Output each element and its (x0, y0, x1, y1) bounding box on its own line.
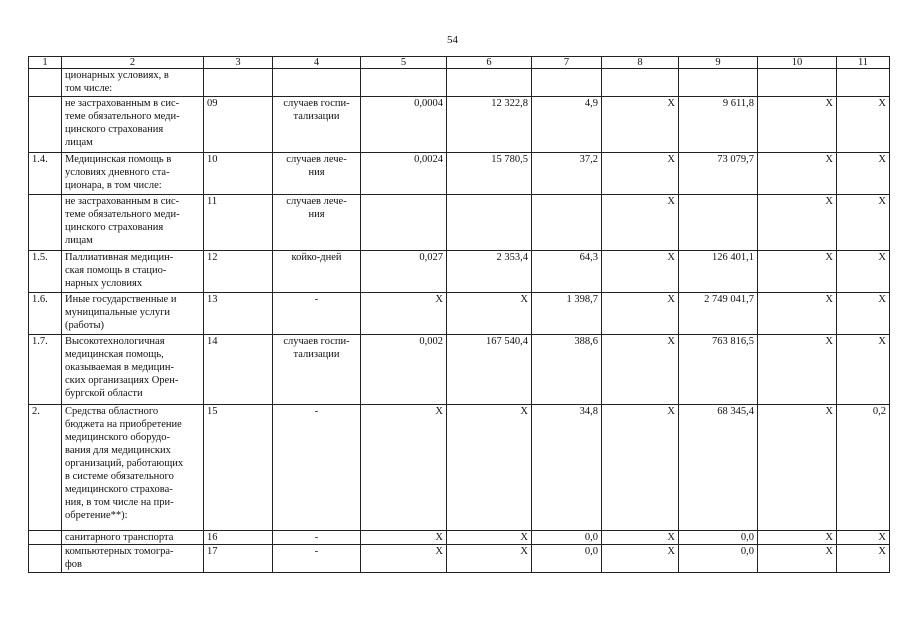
cell-col5: Х (361, 545, 447, 573)
row-number: 1.5. (29, 251, 62, 293)
cell-col6: 15 780,5 (447, 153, 532, 195)
data-table (28, 56, 890, 573)
cell-col11: Х (837, 195, 890, 251)
row-code (204, 69, 273, 97)
column-header: 1 (29, 57, 62, 69)
cell-col9: 763 816,5 (679, 335, 758, 405)
cell-col10: Х (758, 335, 837, 405)
cell-col10: Х (758, 251, 837, 293)
row-name: Высокотехнологичная медицинская помощь, оказываемая в медицин- ских организациях Орен- бургской области (62, 335, 204, 405)
cell-col5: 0,002 (361, 335, 447, 405)
cell-col11: Х (837, 545, 890, 573)
cell-col5: Х (361, 531, 447, 545)
page-number: 54 (447, 34, 458, 46)
cell-col10: Х (758, 293, 837, 335)
cell-col7: 388,6 (532, 335, 602, 405)
cell-col8: Х (602, 293, 679, 335)
row-number (29, 97, 62, 153)
row-number (29, 195, 62, 251)
cell-col8: Х (602, 531, 679, 545)
row-name: компьютерных томогра- фов (62, 545, 204, 573)
row-code: 17 (204, 545, 273, 573)
cell-col6: 2 353,4 (447, 251, 532, 293)
cell-col6: Х (447, 293, 532, 335)
table-row (29, 69, 890, 97)
column-header: 4 (273, 57, 361, 69)
row-unit: случаев госпи- тализации (273, 97, 361, 153)
table-body (29, 69, 890, 573)
cell-col6: Х (447, 405, 532, 531)
cell-col10: Х (758, 405, 837, 531)
row-unit: - (273, 545, 361, 573)
column-header: 5 (361, 57, 447, 69)
row-code: 15 (204, 405, 273, 531)
column-header: 9 (679, 57, 758, 69)
cell-col8 (602, 69, 679, 97)
row-name: Паллиативная медицин- ская помощь в стацио- нарных условиях (62, 251, 204, 293)
row-unit: - (273, 293, 361, 335)
row-code: 14 (204, 335, 273, 405)
cell-col11: Х (837, 251, 890, 293)
cell-col11: Х (837, 293, 890, 335)
row-number (29, 69, 62, 97)
cell-col11 (837, 69, 890, 97)
column-header: 2 (62, 57, 204, 69)
cell-col5: 0,027 (361, 251, 447, 293)
table-row (29, 545, 890, 573)
cell-col9: 9 611,8 (679, 97, 758, 153)
table-row (29, 97, 890, 153)
column-header: 10 (758, 57, 837, 69)
cell-col10: Х (758, 545, 837, 573)
cell-col5 (361, 195, 447, 251)
cell-col9: 68 345,4 (679, 405, 758, 531)
row-number: 1.7. (29, 335, 62, 405)
cell-col10 (758, 69, 837, 97)
cell-col7: 34,8 (532, 405, 602, 531)
cell-col11: Х (837, 335, 890, 405)
column-header: 7 (532, 57, 602, 69)
cell-col7: 1 398,7 (532, 293, 602, 335)
row-name: санитарного транспорта (62, 531, 204, 545)
row-code: 13 (204, 293, 273, 335)
cell-col7: 0,0 (532, 545, 602, 573)
cell-col6 (447, 195, 532, 251)
cell-col5: Х (361, 405, 447, 531)
column-header: 8 (602, 57, 679, 69)
row-name: ционарных условиях, в том числе: (62, 69, 204, 97)
cell-col7 (532, 69, 602, 97)
cell-col7: 37,2 (532, 153, 602, 195)
row-code: 11 (204, 195, 273, 251)
table-row (29, 195, 890, 251)
cell-col9: 73 079,7 (679, 153, 758, 195)
row-number (29, 545, 62, 573)
row-name: не застрахованным в сис- теме обязательного меди- цинского страхования лицам (62, 97, 204, 153)
cell-col9 (679, 195, 758, 251)
cell-col8: Х (602, 195, 679, 251)
row-unit: койко-дней (273, 251, 361, 293)
table-row (29, 153, 890, 195)
row-number: 1.6. (29, 293, 62, 335)
cell-col10: Х (758, 97, 837, 153)
cell-col9: 2 749 041,7 (679, 293, 758, 335)
cell-col11: Х (837, 153, 890, 195)
cell-col6: Х (447, 531, 532, 545)
cell-col6: 167 540,4 (447, 335, 532, 405)
cell-col6 (447, 69, 532, 97)
cell-col6: 12 322,8 (447, 97, 532, 153)
table-row (29, 293, 890, 335)
cell-col7: 4,9 (532, 97, 602, 153)
cell-col8: Х (602, 545, 679, 573)
row-unit: - (273, 405, 361, 531)
cell-col5: Х (361, 293, 447, 335)
cell-col5: 0,0004 (361, 97, 447, 153)
table-row (29, 405, 890, 531)
cell-col8: Х (602, 153, 679, 195)
column-header: 11 (837, 57, 890, 69)
cell-col11: Х (837, 97, 890, 153)
row-unit: случаев лече- ния (273, 153, 361, 195)
cell-col9: 0,0 (679, 545, 758, 573)
cell-col9 (679, 69, 758, 97)
row-name: не застрахованным в сис- теме обязательного меди- цинского страхования лицам (62, 195, 204, 251)
cell-col11: Х (837, 531, 890, 545)
cell-col5: 0,0024 (361, 153, 447, 195)
column-header: 3 (204, 57, 273, 69)
row-unit (273, 69, 361, 97)
row-unit: - (273, 531, 361, 545)
cell-col10: Х (758, 195, 837, 251)
table-row (29, 531, 890, 545)
cell-col7: 0,0 (532, 531, 602, 545)
table-row (29, 251, 890, 293)
row-code: 16 (204, 531, 273, 545)
cell-col7 (532, 195, 602, 251)
cell-col7: 64,3 (532, 251, 602, 293)
table-row (29, 335, 890, 405)
cell-col11: 0,2 (837, 405, 890, 531)
row-number (29, 531, 62, 545)
cell-col8: Х (602, 97, 679, 153)
cell-col8: Х (602, 405, 679, 531)
row-number: 2. (29, 405, 62, 531)
cell-col8: Х (602, 251, 679, 293)
row-unit: случаев госпи- тализации (273, 335, 361, 405)
cell-col6: Х (447, 545, 532, 573)
cell-col10: Х (758, 153, 837, 195)
cell-col9: 0,0 (679, 531, 758, 545)
row-name: Медицинская помощь в условиях дневного ста- ционара, в том числе: (62, 153, 204, 195)
row-unit: случаев лече- ния (273, 195, 361, 251)
row-number: 1.4. (29, 153, 62, 195)
cell-col10: Х (758, 531, 837, 545)
row-name: Иные государственные и муниципальные услуги (работы) (62, 293, 204, 335)
header-row (29, 57, 890, 69)
row-code: 10 (204, 153, 273, 195)
cell-col9: 126 401,1 (679, 251, 758, 293)
cell-col8: Х (602, 335, 679, 405)
row-code: 09 (204, 97, 273, 153)
cell-col5 (361, 69, 447, 97)
column-header: 6 (447, 57, 532, 69)
row-name: Средства областного бюджета на приобретение медицинского оборудо- вания для медицинских организаций, работающих в системе обязательного медицинского страхова- ния, в том числе на при- обретение**): (62, 405, 204, 531)
row-code: 12 (204, 251, 273, 293)
